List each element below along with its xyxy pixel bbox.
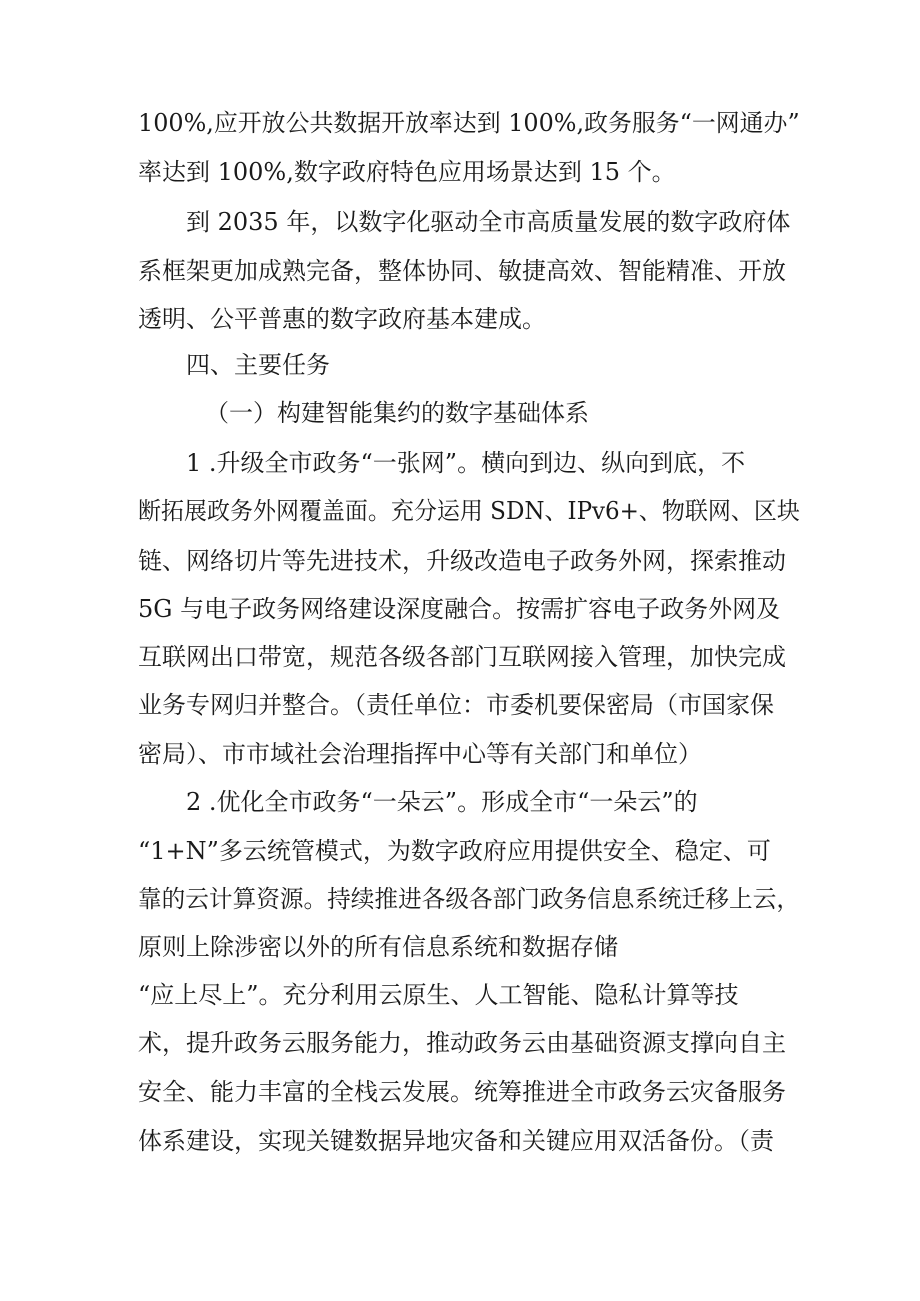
text-line-15: 2 .优化全市政务“一朵云”。形成全市“一朵云”的: [186, 788, 698, 816]
text-line-1: 100%,应开放公共数据开放率达到 100%,政务服务“一网通办”: [138, 109, 800, 137]
section-heading: 四、主要任务: [186, 351, 330, 379]
text-line-19: “应上尽上”。充分利用云原生、人工智能、隐私计算等技: [138, 981, 739, 1009]
text-line-4: 系框架更加成熟完备，整体协同、敏捷高效、智能精准、开放: [138, 257, 786, 285]
text-line-18: 原则上除涉密以外的所有信息系统和数据存储: [138, 933, 618, 961]
text-line-5: 透明、公平普惠的数字政府基本建成。: [138, 305, 546, 333]
text-line-2: 率达到 100%,数字政府特色应用场景达到 15 个。: [138, 158, 676, 186]
text-line-10: 链、网络切片等先进技术，升级改造电子政务外网，探索推动: [138, 547, 786, 575]
text-line-20: 术，提升政务云服务能力，推动政务云由基础资源支撑向自主: [138, 1029, 786, 1057]
text-line-11: 5G 与电子政务网络建设深度融合。按需扩容电子政务外网及: [138, 595, 781, 623]
text-line-3: 到 2035 年，以数字化驱动全市高质量发展的数字政府体: [186, 208, 791, 236]
text-line-16: “1+N”多云统管模式，为数字政府应用提供安全、稳定、可: [138, 837, 771, 865]
text-line-14: 密局）、市市域社会治理指挥中心等有关部门和单位）: [138, 740, 702, 768]
text-line-12: 互联网出口带宽，规范各级各部门互联网接入管理，加快完成: [138, 643, 786, 671]
subsection-heading: （一）构建智能集约的数字基础体系: [205, 399, 589, 427]
text-line-8: 1 .升级全市政务“一张网”。横向到边、纵向到底，不: [186, 449, 746, 477]
text-line-9: 断拓展政务外网覆盖面。充分运用 SDN、IPv6+、物联网、区块: [138, 497, 800, 525]
text-line-13: 业务专网归并整合。（责任单位：市委机要保密局（市国家保: [138, 691, 774, 719]
text-line-21: 安全、能力丰富的全栈云发展。统筹推进全市政务云灾备服务: [138, 1078, 786, 1106]
text-line-17: 靠的云计算资源。持续推进各级各部门政务信息系统迁移上云，: [138, 885, 800, 913]
text-line-22: 体系建设，实现关键数据异地灾备和关键应用双活备份。（责: [138, 1127, 774, 1155]
